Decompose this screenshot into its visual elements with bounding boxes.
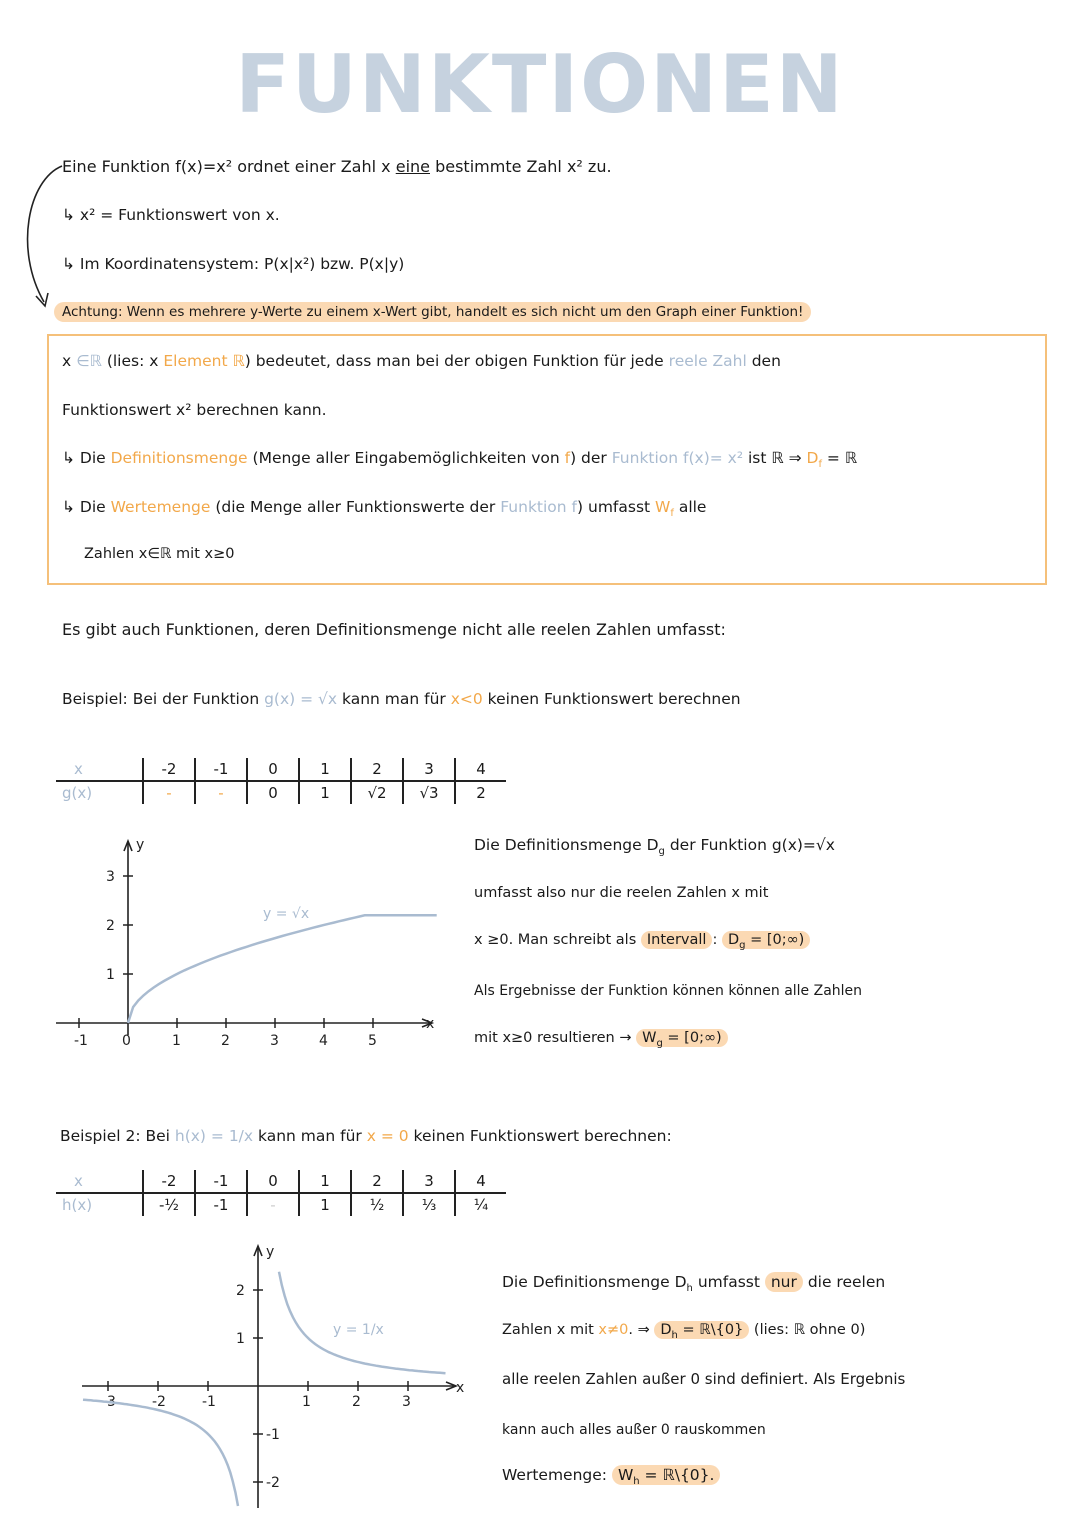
y-tick-label: -1 — [266, 1427, 280, 1443]
y-tick-label: 1 — [236, 1331, 245, 1347]
x-tick-label: -2 — [152, 1394, 166, 1410]
text2-line-4: kann auch alles außer 0 rauskommen — [502, 1422, 766, 1438]
example2-text: Beispiel 2: Bei h(x) = 1/x kann man für x = 0 keinen Funktionswert berechnen: — [60, 1127, 672, 1145]
y-axis-label: y — [266, 1244, 275, 1260]
table-row-x: x -2 -1 0 1 2 3 4 — [56, 758, 506, 781]
box-line-2: Funktionswert x² berechnen kann. — [62, 401, 327, 419]
text1-line-5: mit x≥0 resultieren → $W_g$ = [0;∞) — [474, 1030, 728, 1049]
intro-line-2: ↳ x² = Funktionswert von x. — [62, 206, 280, 224]
warning-note: Achtung: Wenn es mehrere y-Werte zu einem x-Wert gibt, handelt es sich nicht um den Graph einer Funktion! — [54, 302, 811, 322]
intro-line-3: ↳ Im Koordinatensystem: P(x|x²) bzw. P(x|y) — [62, 255, 405, 273]
y-tick-label: 2 — [106, 918, 115, 934]
page-title: FUNKTIONEN — [235, 38, 845, 131]
section2-heading: Es gibt auch Funktionen, deren Definitionsmenge nicht alle reelen Zahlen umfasst: — [62, 620, 726, 639]
table-row-x: x -2 -1 0 1 2 3 4 — [56, 1170, 506, 1193]
text2-line-1: Die Definitionsmenge $D_h$ umfasst nur die reelen — [502, 1273, 886, 1295]
table-row-h: h(x) -½ -1 - 1 ½ ⅓ ¼ — [56, 1193, 506, 1216]
x-tick-label: 0 — [122, 1033, 131, 1049]
y-tick-label: 2 — [236, 1283, 245, 1299]
curve-label: y = 1/x — [333, 1322, 384, 1338]
graph-reciprocal — [78, 1242, 478, 1512]
reciprocal-curve-negative — [83, 1400, 238, 1506]
text1-line-4: Als Ergebnisse der Funktion können können alle Zahlen — [474, 983, 863, 999]
example1-text: Beispiel: Bei der Funktion g(x) = √x kann man für x<0 keinen Funktionswert berechnen — [62, 690, 741, 708]
text2-line-2: Zahlen x mit x≠0. ⇒ $D_h$ = ℝ\{0} (lies: ℝ ohne 0) — [502, 1322, 866, 1341]
sqrt-curve — [128, 915, 437, 1023]
box-line-1: x ∈ℝ (lies: x Element ℝ) bedeutet, dass man bei der obigen Funktion für jede reele Zahl den — [62, 352, 781, 370]
x-tick-label: -3 — [102, 1394, 116, 1410]
x-tick-label: 3 — [270, 1033, 279, 1049]
x-tick-label: 5 — [368, 1033, 377, 1049]
text1-line-3: x ≥0. Man schreibt als Intervall : $D_g$ = [0;∞) — [474, 932, 810, 951]
x-tick-label: 3 — [402, 1394, 411, 1410]
text1-line-2: umfasst also nur die reelen Zahlen x mit — [474, 885, 769, 901]
value-table-h — [56, 1170, 506, 1216]
intro-line-1: Eine Funktion f(x)=x² ordnet einer Zahl x eine bestimmte Zahl x² zu. — [62, 157, 612, 176]
text2-line-5: Wertemenge: $W_h$ = ℝ\{0}. — [502, 1466, 720, 1487]
y-tick-label: 1 — [106, 967, 115, 983]
box-line-3: ↳ Die Definitionsmenge (Menge aller Eingabemöglichkeiten von f) der Funktion f(x)= x² ist ℝ ⇒ $D_f$ = ℝ — [62, 449, 858, 471]
graph-sqrt — [50, 835, 450, 1055]
x-tick-label: -1 — [202, 1394, 216, 1410]
box-line-4: ↳ Die Wertemenge (die Menge aller Funktionswerte der Funktion f) umfasst $W_f$ alle — [62, 498, 707, 520]
text1-line-1: Die Definitionsmenge $D_g$ der Funktion g(x)=√x — [474, 836, 835, 858]
y-tick-label: 3 — [106, 869, 115, 885]
x-tick-label: 1 — [302, 1394, 311, 1410]
table-row-g: g(x) - - 0 1 √2 √3 2 — [56, 781, 506, 804]
y-tick-label: -2 — [266, 1475, 280, 1491]
text2-line-3: alle reelen Zahlen außer 0 sind definiert. Als Ergebnis — [502, 1370, 906, 1388]
box-line-5: Zahlen x∈ℝ mit x≥0 — [84, 546, 235, 562]
curve-label: y = √x — [263, 906, 310, 922]
y-axis-label: y — [136, 837, 145, 853]
x-tick-label: 2 — [221, 1033, 230, 1049]
x-tick-label: 4 — [319, 1033, 328, 1049]
curved-arrow — [18, 160, 68, 320]
x-tick-label: 1 — [172, 1033, 181, 1049]
value-table-g — [56, 758, 506, 804]
x-tick-label: 2 — [352, 1394, 361, 1410]
x-axis-label: x — [426, 1016, 435, 1032]
x-tick-label: -1 — [74, 1033, 88, 1049]
x-axis-label: x — [456, 1380, 465, 1396]
